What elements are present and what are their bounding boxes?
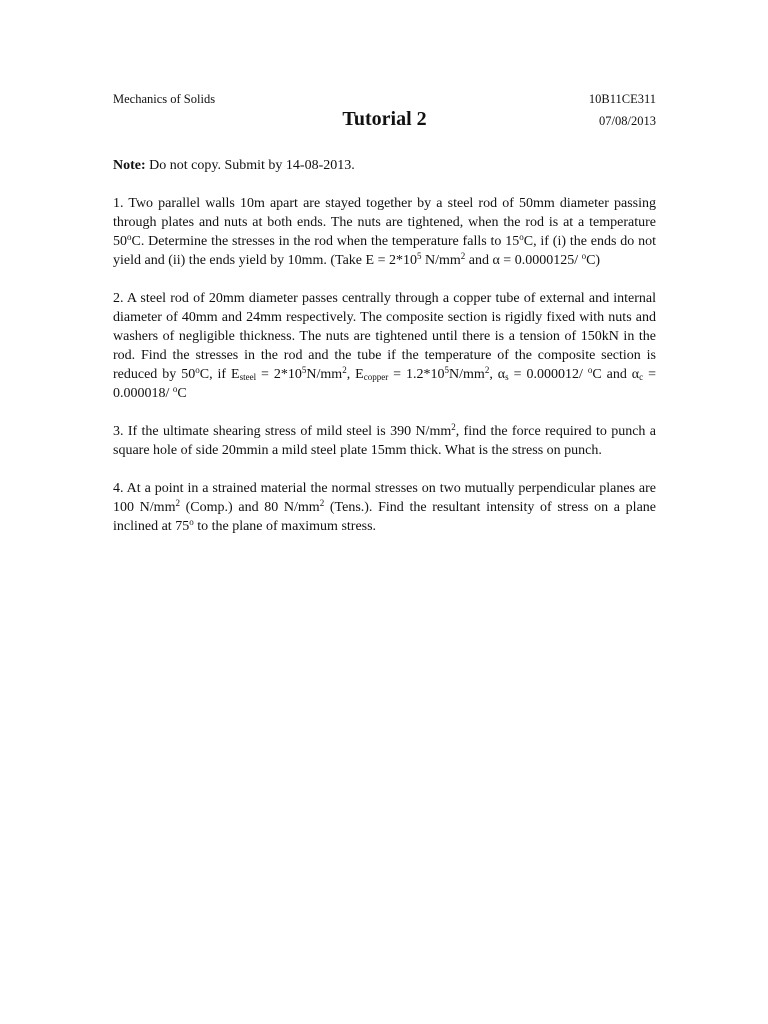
- q2-text: = 1.2*10: [388, 367, 445, 382]
- q3-text: , find the force required to punch a square hole of side 20mmin a mild steel plate 15mm thick. What is the stress on punch.: [113, 424, 656, 458]
- q2-text: N/mm: [306, 367, 343, 382]
- q2-text: , E: [346, 367, 364, 382]
- course-code: 10B11CE311: [588, 92, 656, 106]
- q2-text: , α: [489, 367, 506, 382]
- page-title: Tutorial 2: [342, 108, 427, 130]
- q2-text: = 0.000012/: [508, 367, 588, 382]
- q2-text: C, if E: [199, 367, 240, 382]
- q3-exponent: 2: [451, 422, 456, 432]
- q1-degree: o: [581, 251, 587, 261]
- q2-degree: o: [195, 365, 200, 375]
- q1-exponent: 5: [416, 251, 422, 261]
- q1-text: N/mm: [421, 253, 461, 268]
- title-row: [113, 110, 656, 140]
- q1-text: C, if (i) the ends do not yield and (ii) the ends yield by 10mm. (Take E = 2*10: [113, 234, 656, 268]
- q2-subscript: c: [639, 372, 644, 382]
- q4-degree: o: [189, 517, 194, 527]
- q1-exponent: 2: [460, 251, 466, 261]
- q2-text: 2. A steel rod of 20mm diameter passes centrally through a copper tube of external and internal diameter of 40mm and 24mm respectively. The composite section is rigidly fixed with nuts and washers of negligible thickness. The nuts are tightened until there is a tension of 150kN in the rod. Find the stresses in the rod and the tube if the temperature of the composite section is reduced by 50: [113, 291, 656, 382]
- q2-subscript: steel: [239, 372, 257, 382]
- q2-exponent: 2: [342, 365, 347, 375]
- q2-text: C and α: [592, 367, 640, 382]
- q2-subscript: copper: [363, 372, 389, 382]
- q2-text: N/mm: [449, 367, 485, 382]
- q2-text: = 0.000018/: [113, 367, 656, 401]
- course-name: Mechanics of Solids: [113, 92, 216, 106]
- q2-subscript: s: [505, 372, 509, 382]
- question-4: [113, 479, 656, 536]
- q1-degree: o: [127, 232, 132, 242]
- q2-exponent: 5: [301, 365, 307, 375]
- q2-exponent: 5: [444, 365, 450, 375]
- q2-text: C: [177, 386, 187, 401]
- q4-text: 4. At a point in a strained material the normal stresses on two mutually perpendicular planes are 100 N/mm: [113, 481, 656, 515]
- q4-exponent: 2: [175, 498, 180, 508]
- note-label: Note:: [113, 158, 146, 173]
- question-2: [113, 289, 656, 403]
- q1-degree: o: [519, 232, 524, 242]
- q4-text: (Tens.). Find the resultant intensity of stress on a plane inclined at 75: [113, 500, 657, 534]
- question-3: [113, 422, 656, 460]
- q2-text: = 2*10: [256, 367, 302, 382]
- q1-text: and α = 0.0000125/: [465, 253, 582, 268]
- q2-exponent: 2: [484, 365, 490, 375]
- q4-text: to the plane of maximum stress.: [193, 519, 377, 534]
- note-text: Do not copy. Submit by 14-08-2013.: [145, 158, 355, 173]
- q2-degree: o: [587, 365, 593, 375]
- tutorial-date: 07/08/2013: [599, 114, 656, 128]
- question-1: [113, 194, 656, 270]
- q1-text: C. Determine the stresses in the rod when the temperature falls to 15: [131, 234, 520, 249]
- q1-text: 1. Two parallel walls 10m apart are stayed together by a steel rod of 50mm diameter passing through plates and nuts at both ends. The nuts are tightened, when the rod is at a temperature 50: [113, 196, 656, 249]
- submission-note: [113, 156, 656, 175]
- q1-text: C): [586, 253, 601, 268]
- q4-exponent: 2: [319, 498, 325, 508]
- q2-degree: o: [172, 384, 178, 394]
- document-page: [113, 92, 656, 536]
- q3-text: 3. If the ultimate shearing stress of mild steel is 390 N/mm: [113, 424, 452, 439]
- q4-text: (Comp.) and 80 N/mm: [179, 500, 320, 515]
